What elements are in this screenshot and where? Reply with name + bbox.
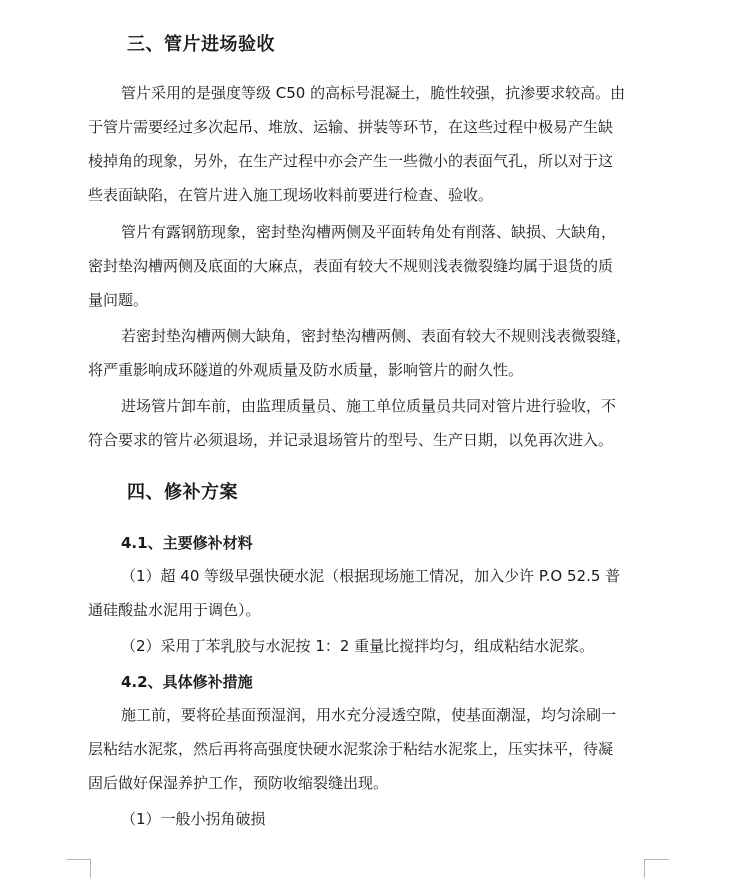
page-margin-corner-left <box>66 859 91 878</box>
section-3-para-3-line-1: 若密封垫沟槽两侧大缺角，密封垫沟槽两侧、表面有较大不规则浅表微裂缝， <box>121 327 632 345</box>
section-3-para-1-line-1: 管片采用的是强度等级 C50 的高标号混凝土，脆性较强，抗渗要求较高。由 <box>121 84 626 102</box>
material-item-2: （2）采用丁苯乳胶与水泥按 1：2 重量比搅拌均匀，组成粘结水泥浆。 <box>121 637 595 655</box>
subsection-4-2-heading: 4.2、具体修补措施 <box>121 673 253 691</box>
section-4-heading: 四、修补方案 <box>127 482 238 503</box>
section-3-para-2-line-1: 管片有露钢筋现象，密封垫沟槽两侧及平面转角处有削落、缺损、大缺角， <box>121 223 617 241</box>
section-3-para-1-line-4: 些表面缺陷，在管片进入施工现场收料前要进行检查、验收。 <box>88 186 494 204</box>
measures-para-line-1: 施工前，要将砼基面预湿润，用水充分浸透空隙，使基面潮湿，均匀涂刷一 <box>121 706 617 724</box>
section-3-para-4-line-1: 进场管片卸车前，由监理质量员、施工单位质量员共同对管片进行验收，不 <box>121 397 617 415</box>
section-3-para-2-line-3: 量问题。 <box>88 291 149 309</box>
measures-para-line-2: 层粘结水泥浆，然后再将高强度快硬水泥浆涂于粘结水泥浆上，压实抹平，待凝 <box>88 740 614 758</box>
page-margin-corner-right <box>644 859 669 878</box>
section-3-para-1-line-3: 棱掉角的现象，另外，在生产过程中亦会产生一些微小的表面气孔，所以对于这 <box>88 152 614 170</box>
section-3-para-4-line-2: 符合要求的管片必须退场，并记录退场管片的型号、生产日期，以免再次进入。 <box>88 431 614 449</box>
measures-para-line-3: 固后做好保湿养护工作，预防收缩裂缝出现。 <box>88 774 389 792</box>
section-3-para-3-line-2: 将严重影响成环隧道的外观质量及防水质量，影响管片的耐久性。 <box>88 361 524 379</box>
material-item-1-line-2: 通硅酸盐水泥用于调色）。 <box>88 601 261 619</box>
section-3-heading: 三、管片进场验收 <box>127 34 275 55</box>
material-item-1-line-1: （1）超 40 等级早强快硬水泥（根据现场施工情况，加入少许 P.O 52.5 普 <box>121 567 621 585</box>
section-3-para-2-line-2: 密封垫沟槽两侧及底面的大麻点，表面有较大不规则浅表微裂缝均属于退货的质 <box>88 257 614 275</box>
subsection-4-1-heading: 4.1、主要修补材料 <box>121 534 253 552</box>
section-3-para-1-line-2: 于管片需要经过多次起吊、堆放、运输、拼装等环节，在这些过程中极易产生缺 <box>88 118 614 136</box>
measure-item-1: （1）一般小拐角破损 <box>121 810 266 828</box>
